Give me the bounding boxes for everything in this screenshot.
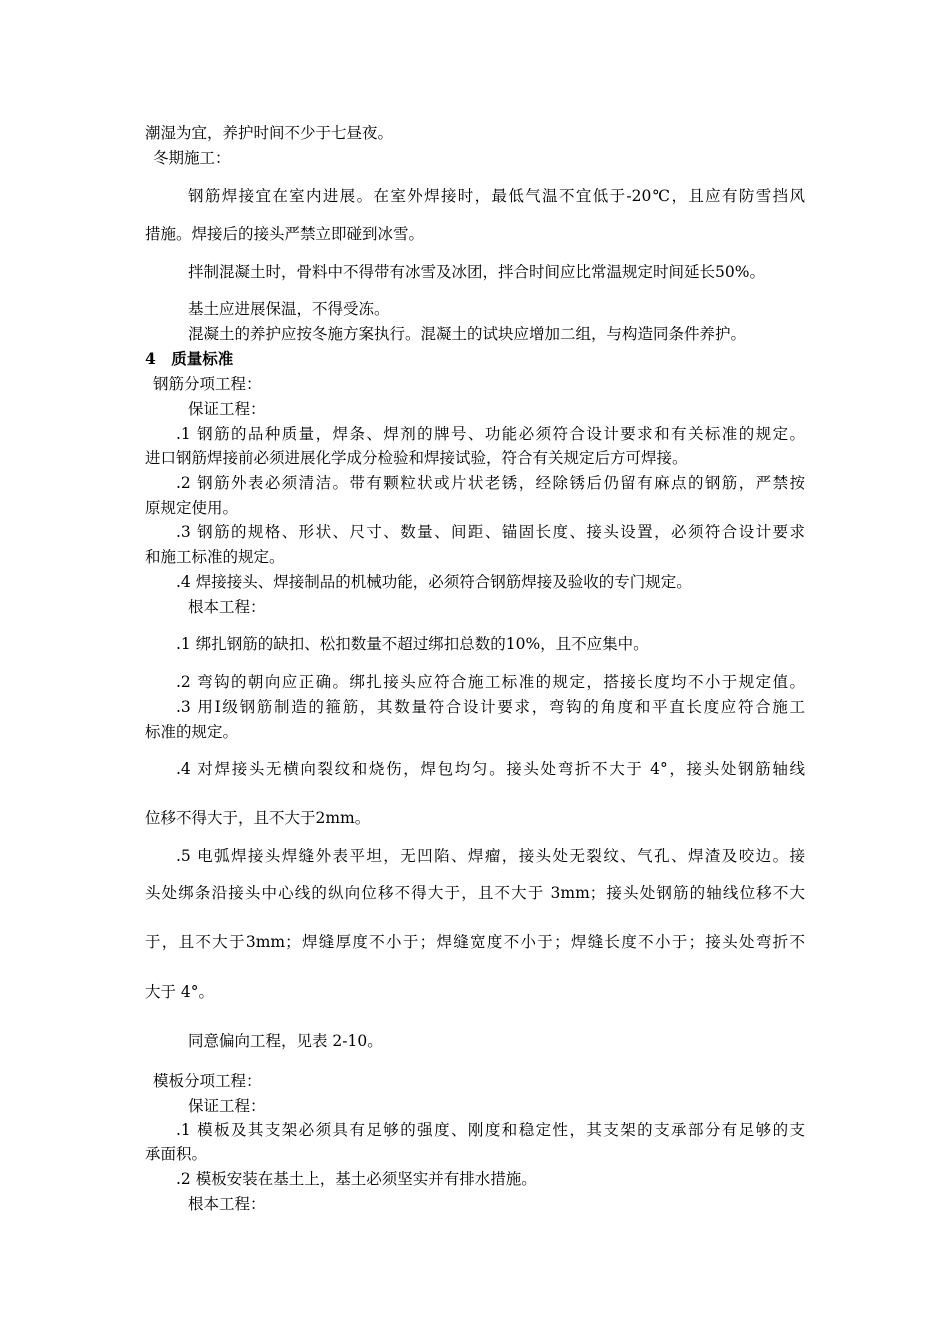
text-line: 潮湿为宜，养护时间不少于七昼夜。 (145, 124, 394, 142)
text-line: 基土应进展保温，不得受冻。 (188, 300, 390, 318)
subsection-heading: 根本工程： (188, 598, 266, 616)
text-line: 头处绑条沿接头中心线的纵向位移不得大于，且不大于 3mm；接头处钢筋的轴线位移不大 (145, 884, 805, 902)
subsection-heading: 钢筋分项工程： (153, 375, 262, 393)
subsection-heading: 根本工程： (188, 1195, 266, 1213)
text-line: .1 模板及其支架必须具有足够的强度、刚度和稳定性，其支架的支承部分有足够的支 (176, 1121, 805, 1139)
text-line: .4 对焊接头无横向裂纹和烧伤，焊包均匀。接头处弯折不大于 4°，接头处钢筋轴线 (176, 760, 805, 778)
text-line: 原规定使用。 (145, 499, 239, 517)
text-line: .5 电弧焊接头焊缝外表平坦，无凹陷、焊瘤，接头处无裂纹、气孔、焊渣及咬边。接 (176, 847, 805, 865)
text-line: 进口钢筋焊接前必须进展化学成分检验和焊接试验，符合有关规定后方可焊接。 (145, 449, 688, 467)
text-line: 混凝土的养护应按冬施方案执行。混凝土的试块应增加二组，与构造同条件养护。 (188, 325, 747, 343)
text-line: .3 钢筋的规格、形状、尺寸、数量、间距、锚固长度、接头设置，必须符合设计要求 (176, 523, 805, 541)
text-line: 冬期施工： (153, 149, 231, 167)
text-line: 和施工标准的规定。 (145, 548, 285, 566)
text-line: .1 钢筋的品种质量，焊条、焊剂的牌号、功能必须符合设计要求和有关标准的规定。 (176, 425, 805, 443)
text-line: 拌制混凝土时，骨料中不得带有冰雪及冰团，拌合时间应比常温规定时间延长50%。 (188, 263, 765, 281)
text-line: 大于 4°。 (145, 983, 215, 1001)
section-heading: 4 质量标准 (145, 349, 234, 368)
text-line: 位移不得大于，且不大于2mm。 (145, 809, 371, 827)
subsection-heading: 保证工程： (188, 400, 266, 418)
text-line: 标准的规定。 (145, 723, 239, 741)
text-line: 同意偏向工程，见表 2-10。 (188, 1032, 383, 1050)
text-line: 措施。焊接后的接头严禁立即碰到冰雪。 (145, 225, 425, 243)
text-line: .4 焊接接头、焊接制品的机械功能，必须符合钢筋焊接及验收的专门规定。 (176, 573, 692, 591)
text-line: .2 模板安装在基土上，基土必须坚实并有排水措施。 (176, 1170, 537, 1188)
subsection-heading: 模板分项工程： (153, 1072, 262, 1090)
text-line: .2 钢筋外表必须清洁。带有颗粒状或片状老锈，经除锈后仍留有麻点的钢筋，严禁按 (176, 474, 805, 492)
text-line: .1 绑扎钢筋的缺扣、松扣数量不超过绑扣总数的10%，且不应集中。 (176, 635, 649, 653)
subsection-heading: 保证工程： (188, 1097, 266, 1115)
text-line: .2 弯钩的朝向应正确。绑扎接头应符合施工标准的规定，搭接长度均不小于规定值。 (176, 673, 805, 691)
text-line: 承面积。 (145, 1145, 208, 1163)
text-line: 钢筋焊接宜在室内进展。在室外焊接时，最低气温不宜低于-20℃，且应有防雪挡风 (188, 187, 805, 205)
text-line: 于，且不大于3mm；焊缝厚度不小于；焊缝宽度不小于；焊缝长度不小于；接头处弯折不 (145, 933, 805, 951)
text-line: .3 用Ⅰ级钢筋制造的箍筋，其数量符合设计要求，弯钩的角度和平直长度应符合施工 (176, 698, 805, 716)
